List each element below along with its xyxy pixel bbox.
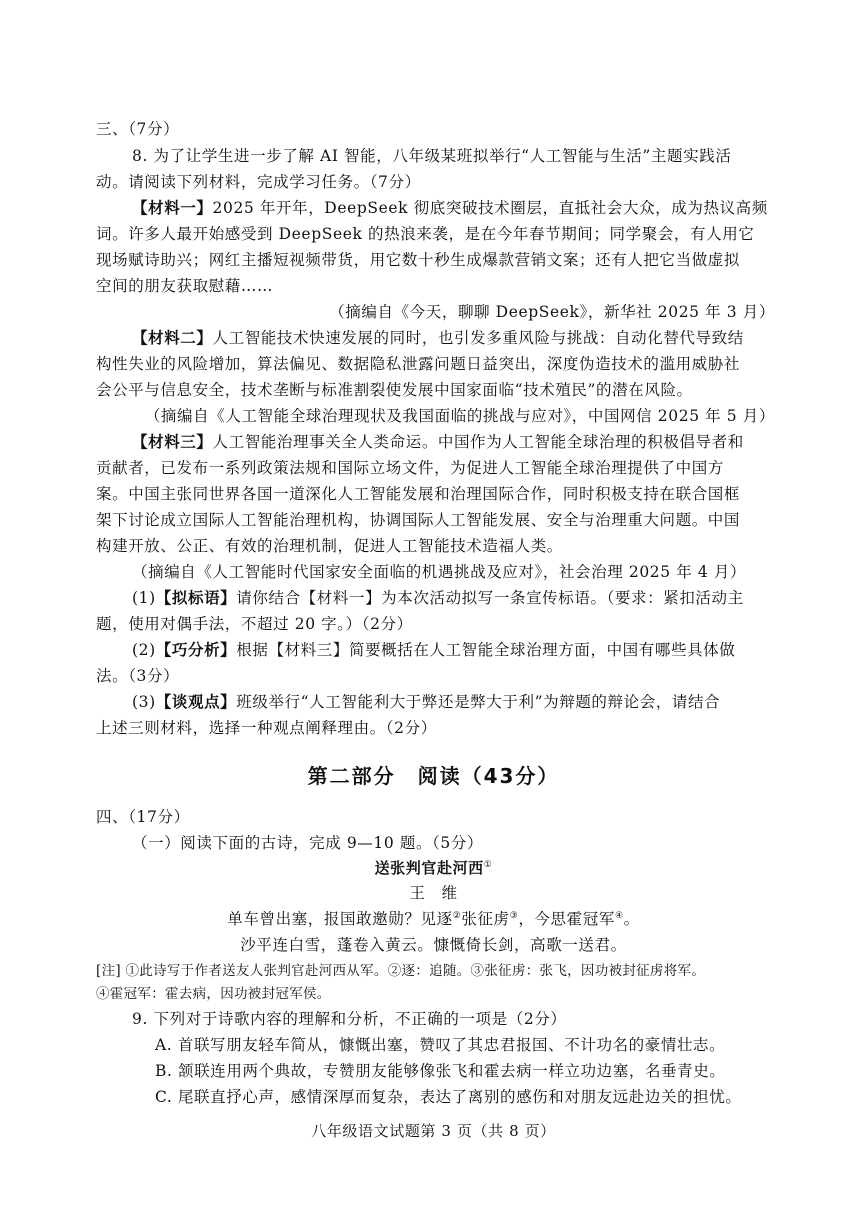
annotation-line-1: [注] ①此诗写于作者送友人张判官赴河西从军。②逐：追随。③张征虏：张飞，因功被封征虏将军。 bbox=[96, 963, 706, 979]
poem-author: 王 维 bbox=[409, 884, 458, 902]
material-3-line-5: 构建开放、公正、有效的治理机制，促进人工智能技术造福人类。 bbox=[96, 537, 563, 555]
task-1-text: 请你结合【材料一】为本次活动拟写一条宣传标语。（要求：紧扣活动主 bbox=[236, 589, 744, 607]
section-4-heading: 四、（17分） bbox=[96, 808, 190, 826]
material-3-line-4: 架下讨论成立国际人工智能治理机构，协调国际人工智能发展、安全与治理重大问题。中国 bbox=[96, 511, 741, 529]
task-3-text: 班级举行“人工智能利大于弊还是弊大于利”为辩题的辩论会，请结合 bbox=[236, 693, 721, 711]
task-1-line-1 bbox=[132, 587, 744, 609]
poem-line-1-part-d: 。 bbox=[623, 910, 640, 928]
task-2-line-2: 法。（3分） bbox=[96, 667, 180, 685]
subsection-1-heading: （一）阅读下面的古诗，完成 9—10 题。（5分） bbox=[132, 834, 484, 852]
poem-title-text: 送张判官赴河西 bbox=[374, 859, 484, 877]
page-footer: 八年级语文试题第 3 页（共 8 页） bbox=[311, 1122, 556, 1140]
material-1-line-3: 现场赋诗助兴；网红主播短视频带货，用它数十秒生成爆款营销文案；还有人把它当做虚拟 bbox=[96, 251, 741, 269]
poem-line-2: 沙平连白雪，蓬卷入黄云。慷慨倚长剑，高歌一送君。 bbox=[240, 936, 627, 954]
material-3-line-1 bbox=[132, 431, 744, 453]
material-1-label: 【材料一】 bbox=[132, 199, 213, 217]
material-2-line-1 bbox=[132, 327, 744, 349]
option-a: A. 首联写朋友轻车简从，慷慨出塞，赞叹了其忠君报国、不计功名的豪情壮志。 bbox=[155, 1036, 726, 1054]
task-2-line-1 bbox=[132, 639, 735, 661]
note-mark-2: ② bbox=[452, 910, 462, 921]
task-1-line-2: 题，使用对偶手法，不超过 20 字。）（2分） bbox=[96, 615, 413, 633]
task-2-text: 根据【材料三】简要概括在人工智能全球治理方面，中国有哪些具体做 bbox=[236, 641, 736, 659]
task-1-number: (1) bbox=[132, 589, 156, 607]
material-3-line-3: 案。中国主张同世界各国一道深化人工智能发展和治理国际合作，同时积极支持在联合国框 bbox=[96, 485, 741, 503]
material-2-line-3: 会公平与信息安全，技术垄断与标准割裂使发展中国家面临“技术殖民”的潜在风险。 bbox=[96, 381, 693, 399]
material-2-label: 【材料二】 bbox=[132, 329, 213, 347]
material-3-line-2: 贡献者，已发布一系列政策法规和国际立场文件，为促进人工智能全球治理提供了中国方 bbox=[96, 459, 724, 477]
question-9: 9. 下列对于诗歌内容的理解和分析，不正确的一项是（2分） bbox=[132, 1010, 567, 1028]
section-3-heading: 三、（7分） bbox=[96, 120, 180, 138]
task-3-label: 【谈观点】 bbox=[155, 693, 237, 711]
task-3-number: (3) bbox=[132, 693, 156, 711]
task-3-line-2: 上述三则材料，选择一种观点阐释理由。（2分） bbox=[96, 719, 437, 737]
material-3-text: 人工智能治理事关全人类命运。中国作为人工智能全球治理的积极倡导者和 bbox=[212, 433, 744, 451]
material-1-text: 2025 年开年，DeepSeek 彻底突破技术圈层，直抵社会大众，成为热议高频 bbox=[212, 199, 768, 217]
option-c: C. 尾联直抒心声，感情深厚而复杂，表达了离别的感伤和对朋友远赴边关的担忧。 bbox=[155, 1088, 742, 1106]
annotation-line-2: ④霍冠军：霍去病，因功被封冠军侯。 bbox=[96, 986, 331, 1002]
material-2-line-2: 构性失业的风险增加，算法偏见、数据隐私泄露问题日益突出，深度伪造技术的滥用威胁社 bbox=[96, 355, 741, 373]
poem-title-note-mark: ① bbox=[483, 859, 493, 870]
task-3-line-1 bbox=[132, 691, 720, 713]
material-3-source: （摘编自《人工智能时代国家安全面临的机遇挑战及应对》，社会治理 2025 年 4 月） bbox=[132, 563, 747, 581]
material-2-text: 人工智能技术快速发展的同时，也引发多重风险与挑战：自动化替代导致结 bbox=[212, 329, 744, 347]
material-1-line-2: 词。许多人最开始感受到 DeepSeek 的热浪来袭，是在今年春节期间；同学聚会，有人用它 bbox=[96, 225, 755, 243]
poem-line-1-part-a: 单车曾出塞，报国敢邀勋？见逐 bbox=[227, 910, 453, 928]
material-1-line-1 bbox=[132, 197, 768, 219]
task-2-number: (2) bbox=[132, 641, 156, 659]
note-mark-3: ③ bbox=[509, 910, 519, 921]
part-2-heading: 第二部分 阅读（43分） bbox=[307, 764, 560, 788]
poem-line-1-part-b: 张征虏 bbox=[461, 910, 510, 928]
note-mark-4: ④ bbox=[614, 910, 624, 921]
material-2-source: （摘编自《人工智能全球治理现状及我国面临的挑战与应对》，中国网信 2025 年 5 月） bbox=[144, 407, 775, 425]
poem-line-1-part-c: ，今思霍冠军 bbox=[518, 910, 615, 928]
material-1-line-4: 空间的朋友获取慰藉…… bbox=[96, 277, 274, 295]
question-8-line-1: 8. 为了让学生进一步了解 AI 智能，八年级某班拟举行“人工智能与生活”主题实践活 bbox=[132, 147, 732, 165]
poem-title bbox=[0, 857, 867, 879]
material-3-label: 【材料三】 bbox=[132, 433, 213, 451]
task-1-label: 【拟标语】 bbox=[155, 589, 237, 607]
task-2-label: 【巧分析】 bbox=[155, 641, 237, 659]
material-1-source: （摘编自《今天，聊聊 DeepSeek》，新华社 2025 年 3 月） bbox=[329, 303, 775, 321]
poem-line-1 bbox=[0, 908, 867, 930]
question-8-line-2: 动。请阅读下列材料，完成学习任务。（7分） bbox=[96, 173, 421, 191]
option-b: B. 颔联连用两个典故，专赞朋友能够像张飞和霍去病一样立功边塞，名垂青史。 bbox=[155, 1062, 726, 1080]
